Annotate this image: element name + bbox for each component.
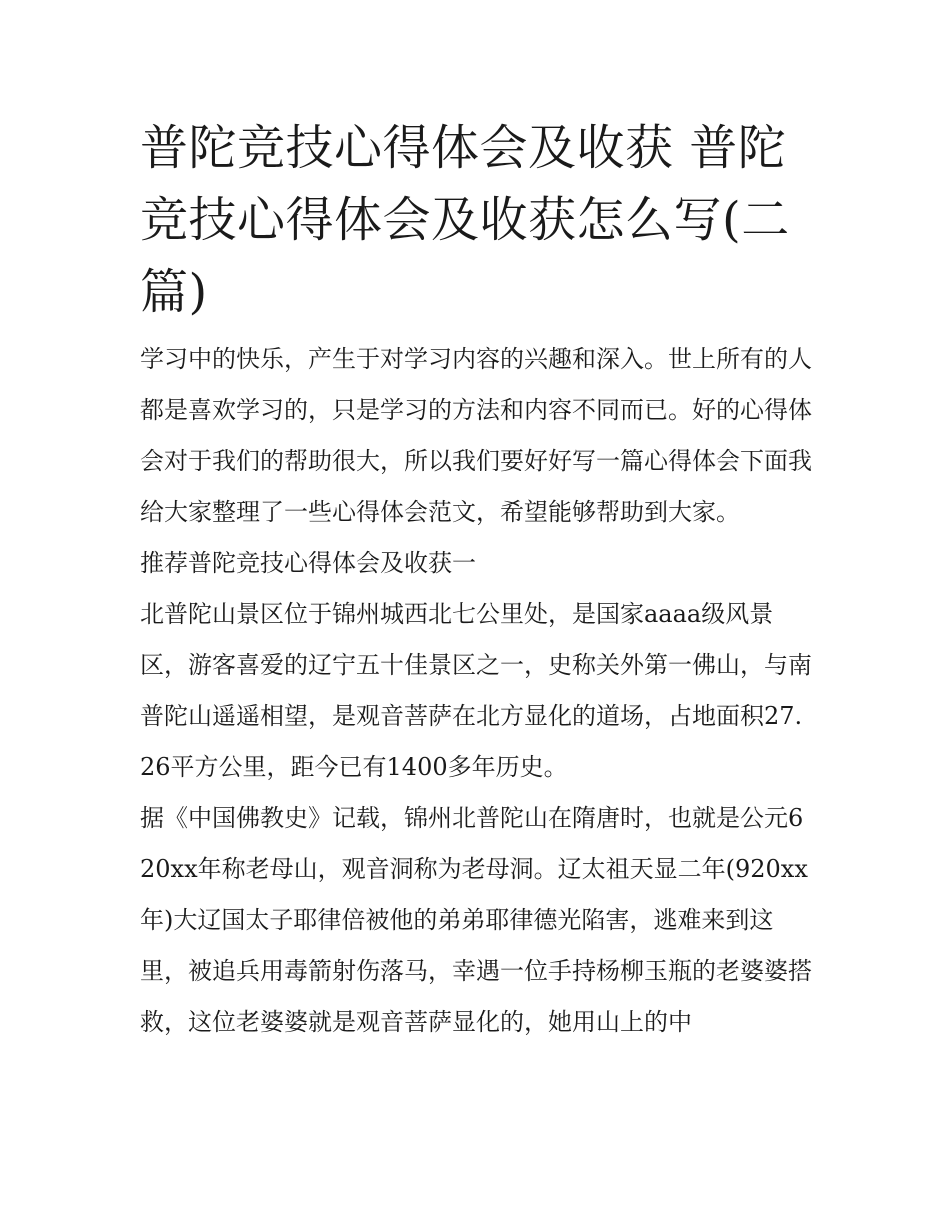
intro-paragraph: 学习中的快乐，产生于对学习内容的兴趣和深入。世上所有的人都是喜欢学习的，只是学习的方法和内容不同而已。好的心得体会对于我们的帮助很大，所以我们要好好写一篇心得体会下面我给大家整理了一些心得体会范文，希望能够帮助到大家。	[140, 345, 812, 526]
document-title: 普陀竞技心得体会及收获 普陀竞技心得体会及收获怎么写(二篇)	[140, 120, 790, 320]
body-paragraph: 北普陀山景区位于锦州城西北七公里处，是国家aaaa级风景区，游客喜爱的辽宁五十佳景区之一，史称关外第一佛山，与南普陀山遥遥相望，是观音菩萨在北方显化的道场，占地面积27.26平方公里，距今已有1400多年历史。	[140, 600, 812, 781]
document-page	[140, 112, 812, 1048]
document-body	[140, 334, 812, 1048]
body-paragraph: 据《中国佛教史》记载，锦州北普陀山在隋唐时，也就是公元620xx年称老母山，观音洞称为老母洞。辽太祖天显二年(920xx年)大辽国太子耶律倍被他的弟弟耶律德光陷害，逃难来到这里，被追兵用毒箭射伤落马，幸遇一位手持杨柳玉瓶的老婆婆搭救，这位老婆婆就是观音菩萨显化的，她用山上的中	[140, 804, 812, 1036]
section-heading: 推荐普陀竞技心得体会及收获一	[140, 549, 476, 577]
